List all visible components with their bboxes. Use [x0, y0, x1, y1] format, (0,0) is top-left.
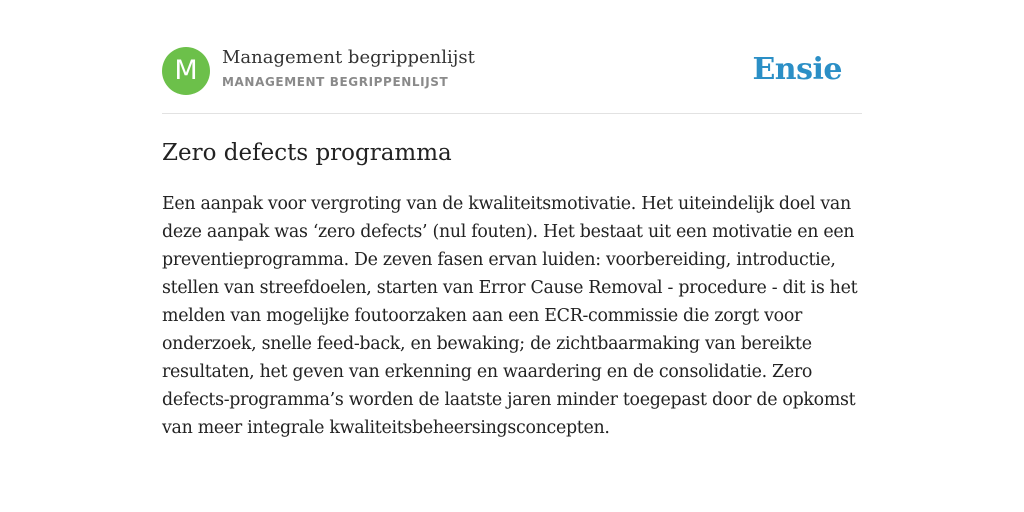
source-title[interactable]: Management begrippenlijst: [222, 47, 475, 68]
source-header: [162, 46, 862, 96]
source-subtitle: MANAGEMENT BEGRIPPENLIJST: [222, 75, 449, 89]
page-title: Zero defects programma: [162, 140, 452, 166]
divider: [162, 113, 862, 114]
avatar[interactable]: M: [162, 47, 210, 95]
brand-logo[interactable]: Ensie: [752, 52, 842, 87]
definition-text: Een aanpak voor vergroting van de kwaliteitsmotivatie. Het uiteindelijk doel van deze aanpak was ‘zero defects’ (nul fouten). Het bestaat uit een motivatie en een preventieprogramma. De zeven fasen ervan luiden: voorbereiding, introductie, stellen van streefdoelen, starten van Error Cause Removal - procedure - dit is het melden van mogelijke foutoorzaken aan een ECR-commissie die zorgt voor onderzoek, snelle feed-back, en bewaking; de zichtbaarmaking van bereikte resultaten, het geven van erkenning en waardering en de consolidatie. Zero defects-programma’s worden de laatste jaren minder toegepast door de opkomst van meer integrale kwaliteitsbeheersingsconcepten.: [162, 194, 858, 438]
